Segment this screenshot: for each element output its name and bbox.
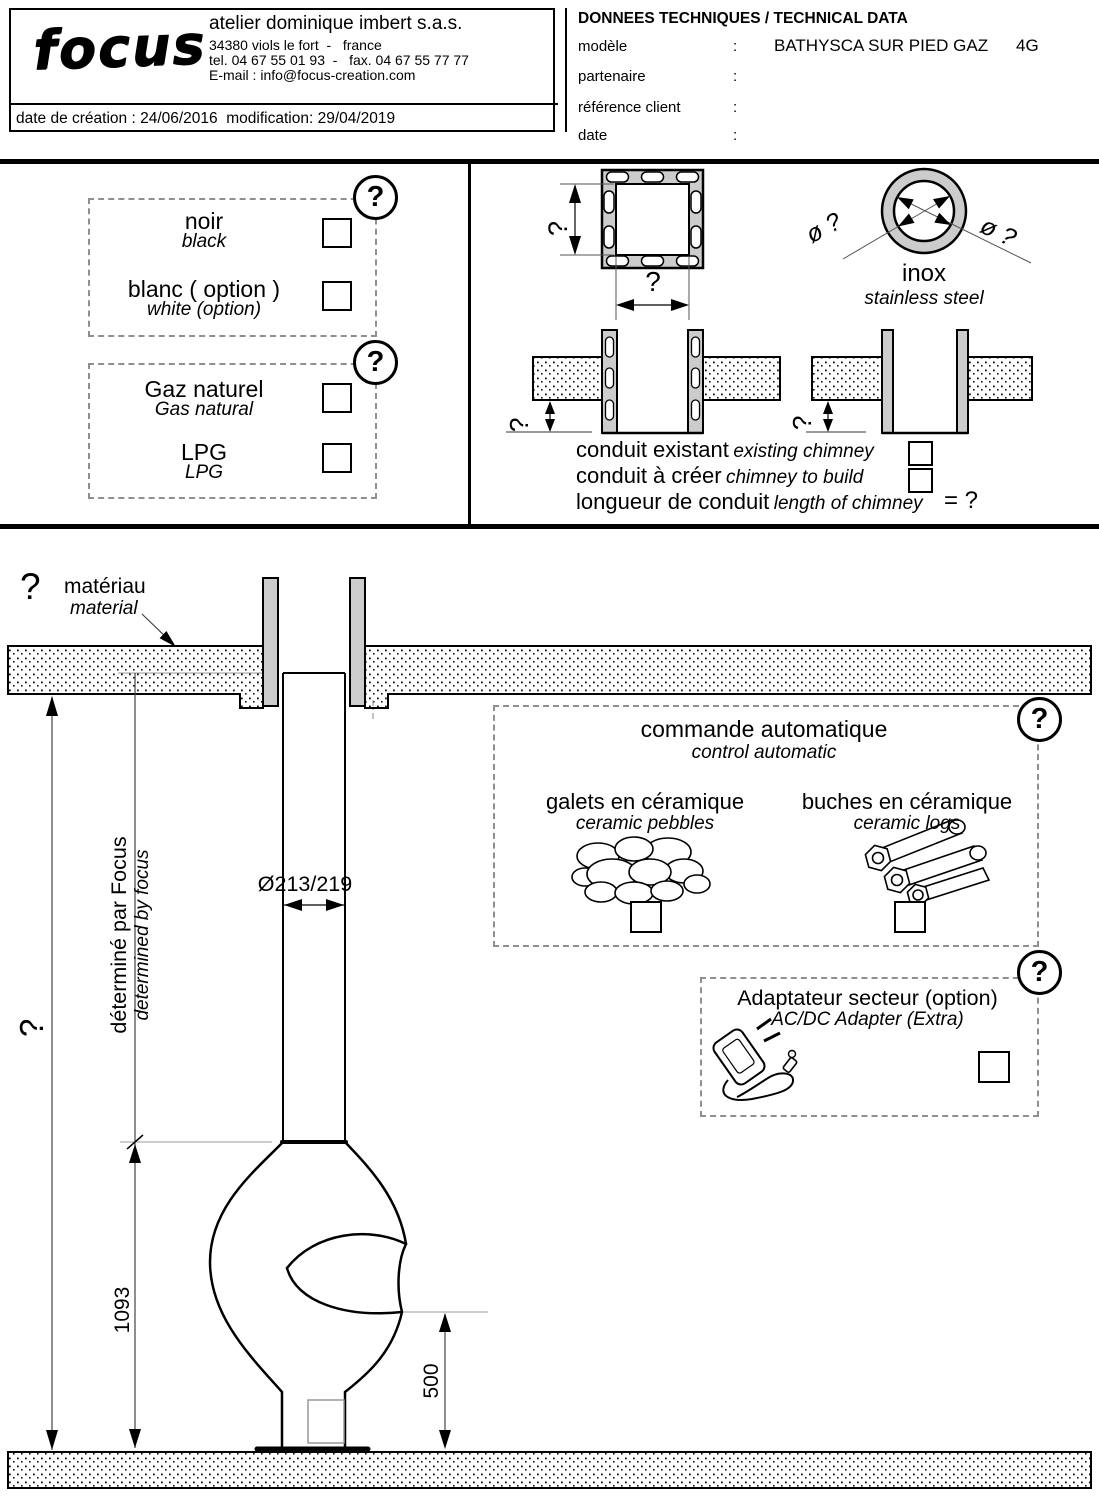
- ceramic-pebbles-label: ceramic pebbles: [575, 813, 715, 834]
- square-flue-side-view: [506, 330, 780, 433]
- adapter-question-badge: [1017, 950, 1062, 995]
- field-modele-code: 4G: [1016, 36, 1039, 55]
- diameter-question-right: ø ?: [975, 211, 1021, 253]
- determined-by-focus-label: [107, 810, 153, 1060]
- existing-chimney-label: existing chimney: [733, 441, 874, 462]
- square-depth-question: ?: [504, 417, 534, 432]
- field-reference-label: référence client: [578, 99, 681, 116]
- fireplace-body: [210, 1142, 406, 1450]
- conduit-existant-row: [576, 437, 874, 463]
- conduit-a-creer-label: conduit à créer: [576, 463, 722, 488]
- buches-label: buches en céramique: [801, 789, 1013, 814]
- conduit-existant-label: conduit existant: [576, 437, 729, 462]
- chimney-to-build-label: chimney to build: [725, 467, 864, 488]
- company-email: E-mail : info@focus-creation.com: [209, 67, 416, 83]
- floor-section: [8, 1452, 1091, 1488]
- option-lpg-en-label: LPG: [184, 462, 224, 483]
- checkbox-ceramic-pebbles[interactable]: [630, 901, 662, 933]
- company-name: atelier dominique imbert s.a.s.: [209, 13, 463, 34]
- tech-data-title: DONNEES TECHNIQUES / TECHNICAL DATA: [578, 10, 908, 27]
- stainless-steel-label: stainless steel: [864, 288, 984, 309]
- company-info: [209, 13, 469, 83]
- field-modele-value: BATHYSCA SUR PIED GAZ: [774, 36, 989, 55]
- option-noir-label: noir: [184, 208, 224, 234]
- diameter-question-left: ø ?: [801, 207, 847, 249]
- materiau-label: matériau: [64, 575, 146, 598]
- plan-width-question: ?: [645, 266, 661, 297]
- checkbox-adapter[interactable]: [978, 1051, 1010, 1083]
- length-equals-question: = ?: [944, 487, 979, 514]
- option-lpg-label: LPG: [180, 439, 228, 465]
- option-black-label: black: [181, 231, 227, 252]
- color-question-badge: [353, 175, 398, 220]
- galets-label: galets en céramique: [545, 789, 745, 814]
- commande-automatique-label: commande automatique: [640, 716, 888, 742]
- material-question: ?: [20, 566, 41, 607]
- gas-question-badge: [353, 340, 398, 385]
- field-partenaire-colon: :: [733, 68, 738, 85]
- creation-date-row: date de création : 24/06/2016 modification: 29/04/2019: [11, 103, 558, 137]
- field-reference-colon: :: [733, 99, 738, 116]
- company-address: 34380 viols le fort - france: [209, 37, 382, 53]
- option-gaz-naturel-label: Gaz naturel: [144, 376, 264, 402]
- header-company-box: [9, 8, 555, 132]
- longueur-conduit-label: longueur de conduit: [576, 489, 770, 514]
- material-label: material: [70, 598, 138, 619]
- inox-label: inox: [901, 260, 947, 287]
- longueur-conduit-row: [576, 489, 923, 515]
- question-mark: ?: [366, 346, 385, 378]
- control-automatic-label: control automatic: [691, 742, 837, 763]
- focus-logo: focus: [31, 12, 208, 83]
- adaptateur-secteur-label: Adaptateur secteur (option): [737, 986, 998, 1010]
- round-depth-question: ?: [787, 415, 817, 430]
- determine-par-focus-text: déterminé par Focus: [107, 836, 131, 1034]
- option-gas-natural-label: Gas natural: [154, 399, 254, 420]
- length-of-chimney-label: length of chimney: [773, 493, 923, 514]
- option-white-label: white (option): [146, 299, 262, 320]
- field-modele-colon: :: [733, 38, 738, 55]
- plan-height-question: ?: [543, 220, 573, 236]
- checkbox-blanc[interactable]: [322, 281, 352, 311]
- question-mark: ?: [1030, 703, 1049, 735]
- field-date-colon: :: [733, 127, 738, 144]
- checkbox-conduit-a-creer[interactable]: [908, 468, 933, 493]
- determined-by-focus-text: determined by focus: [132, 849, 153, 1021]
- acdc-adapter-label: AC/DC Adapter (Extra): [771, 1009, 964, 1030]
- checkbox-ceramic-logs[interactable]: [894, 901, 926, 933]
- question-mark: ?: [366, 181, 385, 213]
- auto-control-question-badge: [1017, 697, 1062, 742]
- field-partenaire-label: partenaire: [578, 68, 646, 85]
- checkbox-conduit-existant[interactable]: [908, 441, 933, 466]
- option-blanc-label: blanc ( option ): [127, 276, 281, 302]
- dim-500-label: 500: [420, 1363, 443, 1399]
- conduit-a-creer-row: [576, 463, 863, 489]
- round-flue-side-view: [806, 330, 1032, 433]
- checkbox-gaz-naturel[interactable]: [322, 383, 352, 413]
- dim-1093-label: 1093: [111, 1286, 134, 1334]
- total-height-question: ?: [13, 1018, 50, 1037]
- field-modele-label: modèle: [578, 38, 628, 55]
- chimney-sleeve: [263, 578, 365, 706]
- question-mark: ?: [1030, 956, 1049, 988]
- checkbox-noir[interactable]: [322, 218, 352, 248]
- checkbox-lpg[interactable]: [322, 443, 352, 473]
- field-date-label: date: [578, 127, 608, 144]
- ceramic-logs-label: ceramic logs: [853, 813, 961, 834]
- company-phone: tel. 04 67 55 01 93 - fax. 04 67 55 77 77: [209, 52, 469, 68]
- pipe-diameter-label: Ø213/219: [257, 872, 353, 896]
